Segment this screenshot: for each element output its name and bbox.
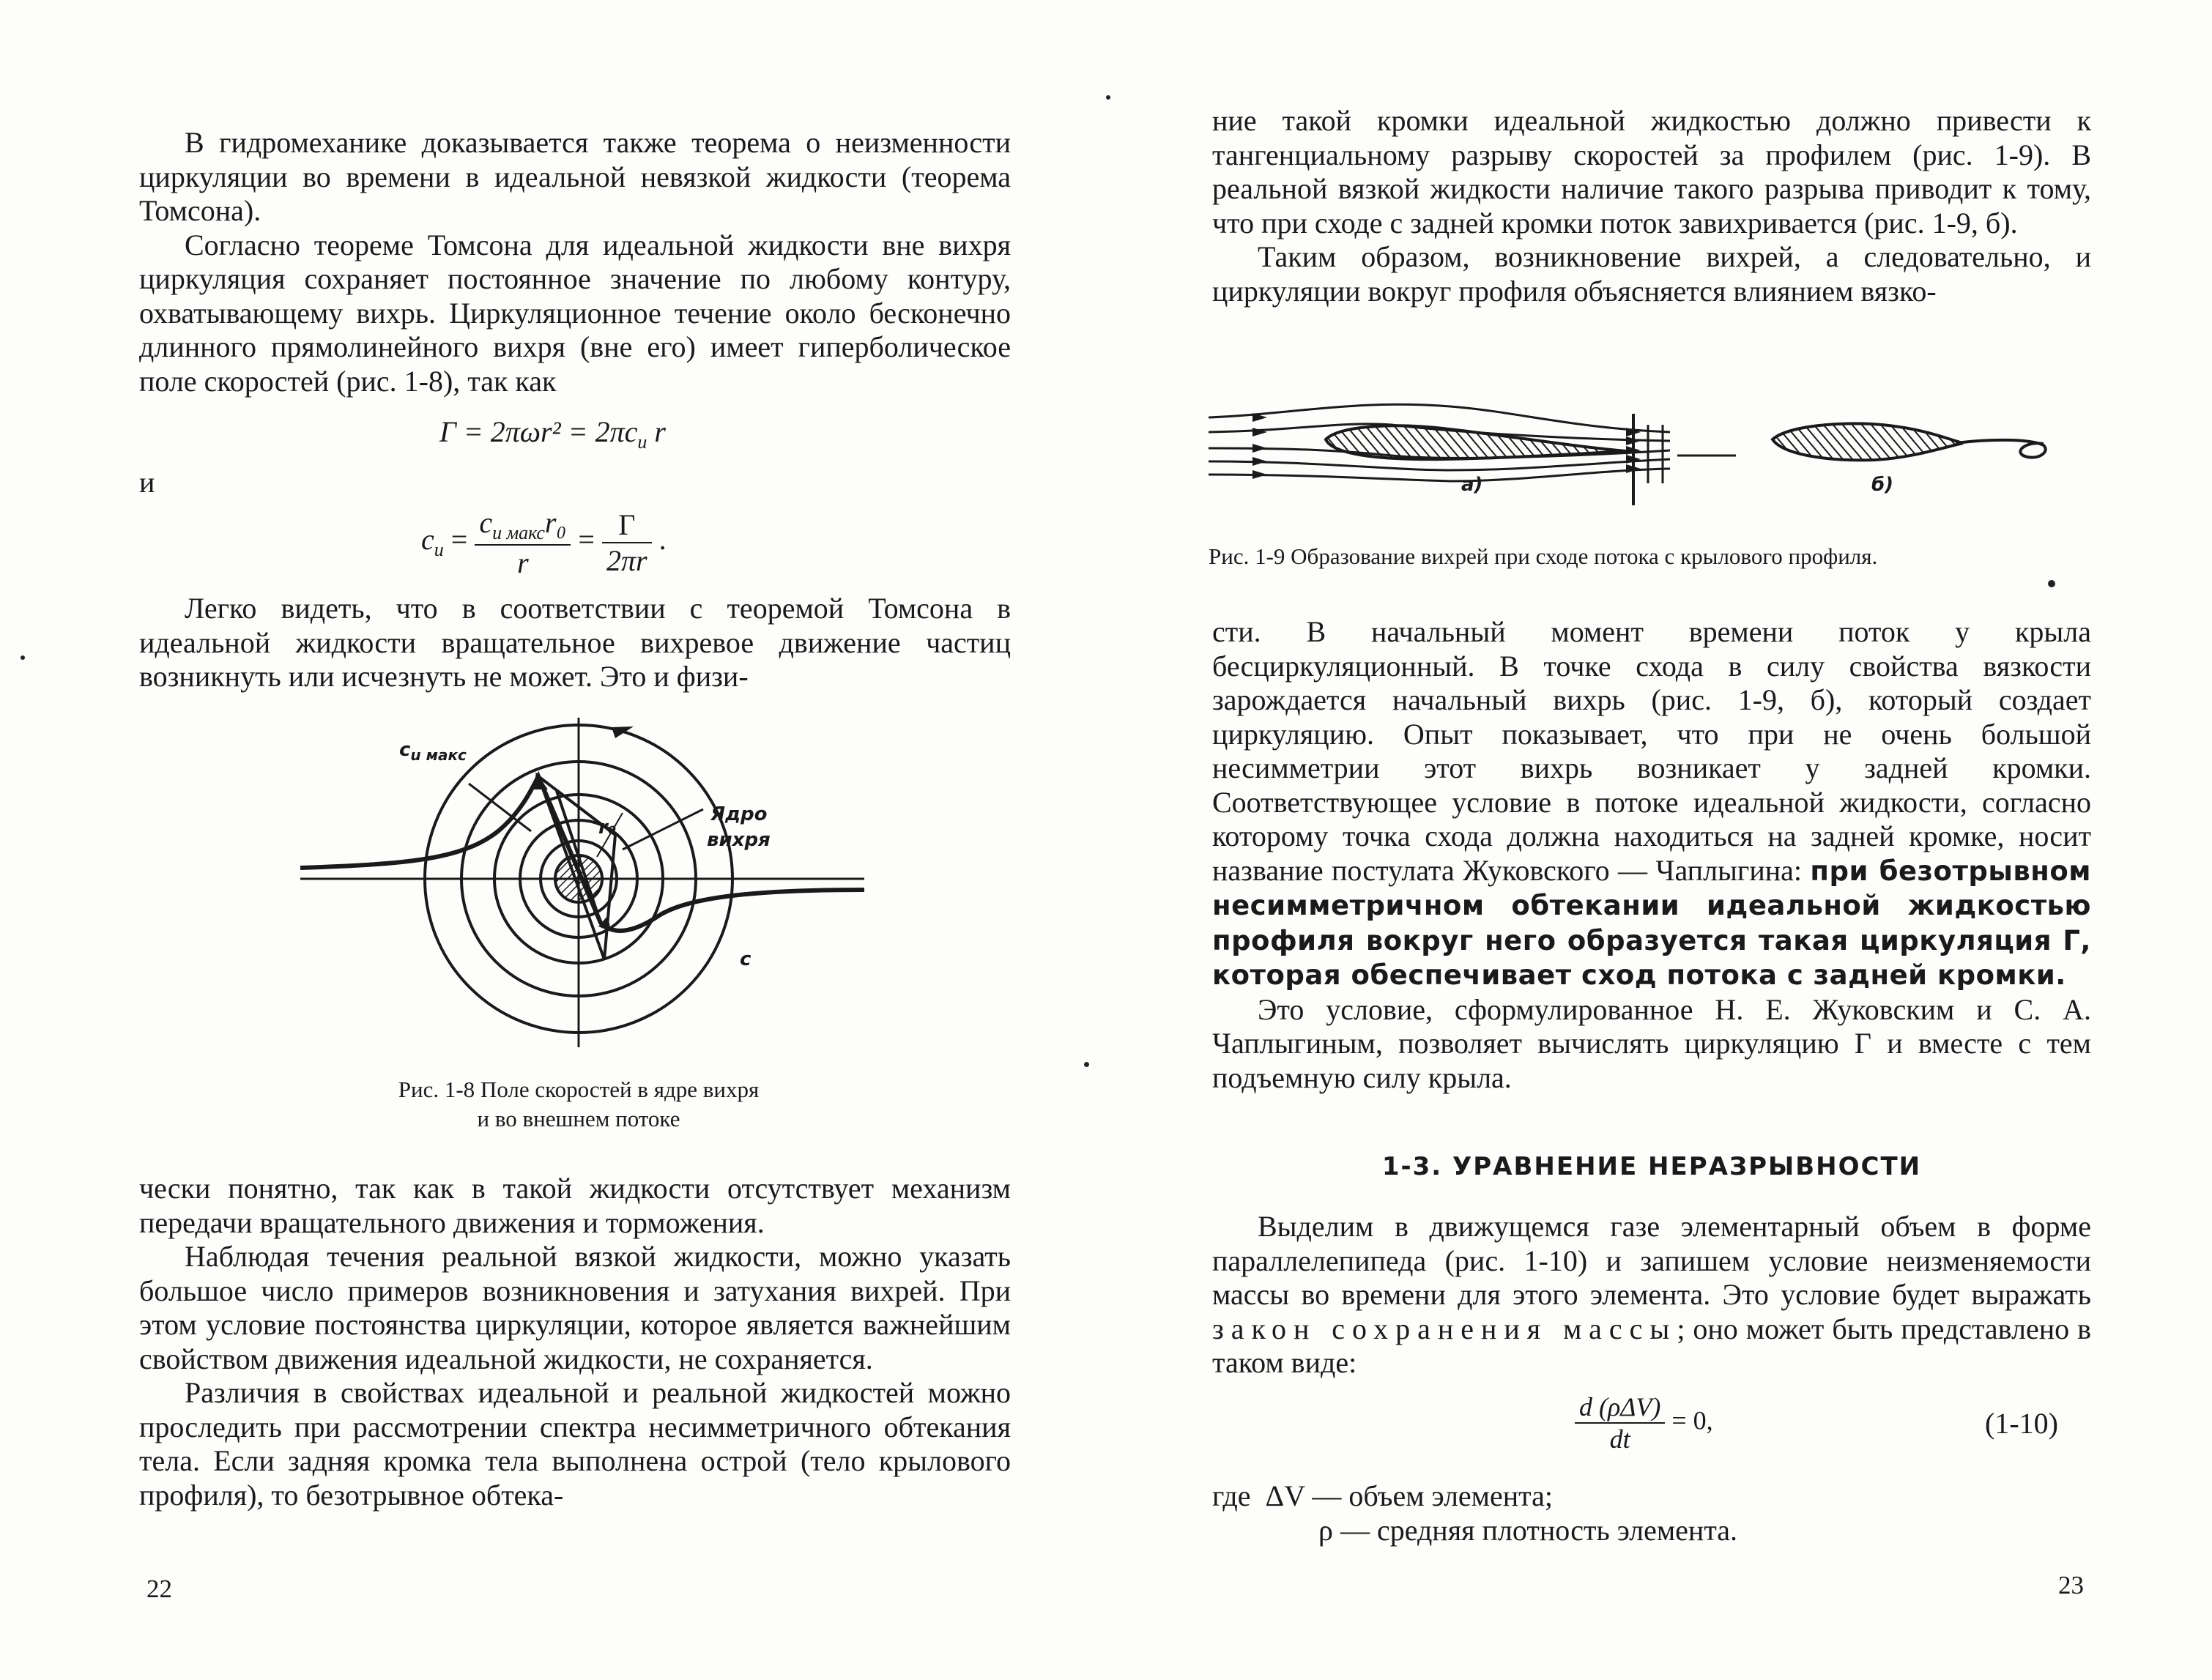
right-text-bottom	[1212, 1210, 2091, 1380]
where-word: где	[1212, 1479, 1251, 1512]
vortex-core-hatch	[555, 855, 602, 902]
left-text-bottom	[139, 1172, 1011, 1512]
label-b: б)	[1871, 474, 1894, 496]
where-definition-1: ΔV — объем элемента;	[1265, 1479, 1553, 1512]
print-speck	[2048, 580, 2055, 587]
mass-conservation-law: закон сохранения массы	[1212, 1312, 1677, 1345]
equation-number: (1-10)	[1985, 1407, 2058, 1440]
label-a: а)	[1461, 474, 1483, 496]
label-c: c	[740, 948, 751, 970]
right-page	[1106, 0, 2212, 1680]
trailing-vortex	[1956, 440, 2046, 458]
right-paragraph-4: Это условие, сформулированное Н. Е. Жуковским и С. А. Чаплыгиным, позволяет вычислять циркуляцию Γ и вместе с тем подъемную силу крыла.	[1212, 992, 2091, 1094]
figure-1-8-vortex-diagram	[278, 703, 879, 1069]
left-text-top	[139, 126, 1011, 398]
left-paragraph-3: Легко видеть, что в соответствии с теоремой Томсона в идеальной жидкости вращательное вихревое движение частиц возникнуть или исчезнуть не может. Это и физи-	[139, 592, 1011, 693]
left-paragraph-4: чески понятно, так как в такой жидкости отсутствует механизм передачи вращательного движения и торможения.	[139, 1172, 1011, 1239]
flow-direction-arrow	[612, 726, 634, 738]
right-paragraph-2: Таким образом, возникновение вихрей, а следовательно, и циркуляции вокруг профиля объясняется влиянием вязко-	[1212, 240, 2091, 308]
right-paragraph-3: сти. В начальный момент времени поток у крыла бесциркуляционный. В точке схода в силу свойства вязкости зарождается начальный вихрь (рис. 1-9, б), который создает циркуляцию. Опыт показывает, что при не очень большой несимметрии этот вихрь возникает у задней кромки. Соответствующее условие в потоке идеальной жидкости, согласно которому точка схода должна находиться на задней кромке, носит название постулата Жуковского — Чаплыгина: при безотрывном несимметричном обтекании идеальной жидкостью профиля вокруг него образуется такая циркуляция Γ, которая обеспечивает сход потока с задней кромки.	[1212, 615, 2092, 991]
print-speck	[1084, 1062, 1089, 1067]
airfoil-a	[1326, 425, 1626, 459]
left-paragraph-6: Различия в свойствах идеальной и реальной жидкостей можно проследить при рассмотрении спектра несимметричного обтекания тела. Если задняя кромка тела выполнена острой (тело крылового профиля), то безотрывное обтека-	[139, 1376, 1011, 1512]
page-number-left: 22	[146, 1575, 172, 1603]
velocity-profile-curve	[300, 776, 864, 931]
label-core-line-1: Ядро	[710, 803, 768, 825]
right-text-middle	[1212, 615, 2091, 1095]
label-r0: r₀	[598, 817, 617, 839]
streamline	[1209, 459, 1670, 470]
left-paragraph-2: Согласно теореме Томсона для идеальной жидкости вне вихря циркуляция сохраняет постоянное значение по любому контуру, охватывающему вихрь. Циркуляционное течение около бесконечно длинного прямолинейного вихря (вне его) имеет гиперболическое поле скоростей (рис. 1-8), так как	[139, 228, 1011, 398]
figure-1-9-caption: Рис. 1-9 Образование вихрей при сходе потока с крылового профиля.	[1209, 543, 1878, 569]
label-cu-max: $c_{u макс}$	[399, 739, 467, 764]
right-text-top	[1212, 104, 2091, 308]
where-block	[1212, 1479, 2091, 1547]
airfoil-b	[1773, 423, 1963, 460]
where-definition-2: ρ — средняя плотность элемента.	[1318, 1513, 1738, 1547]
right-paragraph-1: ние такой кромки идеальной жидкостью должно привести к тангенциальному разрыву скоростей за профилем (рис. 1-9). В реальной вязкой жидкости наличие такого разрыва приводит к тому, что при сходе с задней кромки поток завихривается (рис. 1-9, б).	[1212, 104, 2091, 239]
figure-1-8-caption: Рис. 1-8 Поле скоростей в ядре вихря и во внешнем потоке	[398, 1077, 760, 1131]
page-number-right: 23	[2058, 1571, 2084, 1599]
formula-velocity: $c_u$ = $\frac{c_{u макс}r_0}{r}$ = $\frac{\Gamma}{2\pi r}$ .	[421, 506, 667, 579]
right-paragraph-5: Выделим в движущемся газе элементарный объем в форме параллелепипеда (рис. 1-10) и запишем условие неизменяемости массы во времени для этого элемента. Это условие будет выражать закон сохранения массы; оно может быть представлено в таком виде:	[1212, 1210, 2091, 1379]
print-speck	[21, 655, 25, 660]
print-speck	[1106, 95, 1110, 100]
section-heading: 1-3. УРАВНЕНИЕ НЕРАЗРЫВНОСТИ	[1381, 1152, 1922, 1181]
left-paragraph-5: Наблюдая течения реальной вязкой жидкости, можно указать большое число примеров возникновения и затухания вихрей. При этом условие постоянства циркуляции, которое является важнейшим свойством движения идеальной жидкости, не сохраняется.	[139, 1240, 1011, 1375]
left-text-middle	[139, 592, 1011, 694]
equation-1-10: $\frac{\text{d (ρΔV)}}{dt}$ = 0,	[1575, 1391, 1713, 1454]
and-word: и	[139, 466, 155, 499]
figure-1-9-airfoil-diagram	[1209, 388, 2102, 513]
postulate-statement: при безотрывном несимметричном обтекании идеальной жидкостью профиля вокруг него образуется такая циркуляция Γ, которая обеспечивает сход потока с задней кромки.	[1212, 855, 2092, 991]
left-paragraph-1: В гидромеханике доказывается также теорема о неизменности циркуляции во времени в идеальной невязкой жидкости (теорема Томсона).	[139, 126, 1011, 227]
formula-circulation: $\Gamma = 2\pi\omega r^2 = 2\pi c_u$ r	[439, 415, 666, 453]
label-core-line-2: вихря	[707, 829, 771, 851]
